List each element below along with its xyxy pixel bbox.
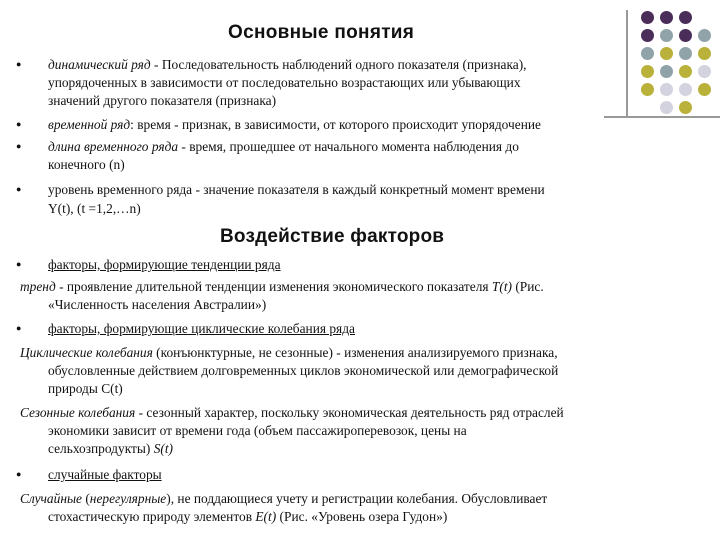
dot	[679, 65, 692, 78]
dot	[679, 11, 692, 24]
term: динамический ряд	[48, 57, 151, 72]
factor-heading: случайные факторы	[48, 467, 162, 482]
dot	[698, 65, 711, 78]
text: (Рис. «Уровень озера Гудон»)	[276, 509, 448, 524]
paragraph-continuation: экономики зависит от времени года (объем пассажироперевозок, цены на	[48, 423, 467, 438]
variable: E(t)	[255, 509, 277, 524]
list-item	[48, 138, 519, 155]
term: Циклические колебания	[20, 345, 153, 360]
list-item	[48, 56, 527, 73]
list-item-continuation: значений другого показателя (признака)	[48, 93, 277, 108]
factor-heading: факторы, формирующие циклические колебания ряда	[48, 321, 355, 336]
term: Случайные	[20, 491, 82, 506]
definition: - Последовательность наблюдений одного показателя (признака),	[150, 57, 527, 72]
paragraph	[20, 278, 544, 295]
paragraph-continuation: природы С(t)	[48, 381, 123, 396]
term: нерегулярные	[89, 491, 167, 506]
round-bullet-icon: ●	[16, 259, 22, 269]
definition: : время - признак, в зависимости, от которого происходит упорядочение	[130, 117, 541, 132]
dot	[660, 65, 673, 78]
dot	[698, 83, 711, 96]
dot	[698, 29, 711, 42]
round-bullet-icon: ●	[16, 119, 22, 129]
dot	[641, 47, 654, 60]
dot	[679, 83, 692, 96]
list-item: уровень временного ряда - значение показателя в каждый конкретный момент времени	[48, 182, 545, 197]
text: (конъюнктурные, не сезонные) - изменения анализируемого признака,	[152, 345, 558, 360]
text: (Рис.	[512, 279, 544, 294]
round-bullet-icon: ●	[16, 469, 22, 479]
vertical-divider	[626, 10, 628, 118]
dot	[660, 11, 673, 24]
dot	[679, 29, 692, 42]
term: длина временного ряда	[48, 139, 179, 154]
text: сельхозпродукты)	[48, 441, 154, 456]
term: тренд	[20, 279, 56, 294]
factor-heading: факторы, формирующие тенденции ряда	[48, 257, 281, 272]
text: (	[81, 491, 90, 506]
paragraph-continuation: «Численность населения Австралии»)	[48, 297, 267, 312]
list-item	[48, 116, 541, 133]
paragraph	[20, 344, 558, 361]
round-bullet-icon: ●	[16, 141, 22, 151]
definition: - время, прошедшее от начального момента наблюдения до	[178, 139, 519, 154]
list-item-continuation: Y(t), (t =1,2,…n)	[48, 201, 141, 216]
paragraph-continuation	[48, 440, 173, 457]
dot	[641, 83, 654, 96]
dot	[641, 29, 654, 42]
dot	[660, 101, 673, 114]
paragraph-continuation: обусловленные действием долговременных циклов экономической или демографической	[48, 363, 559, 378]
round-bullet-icon: ●	[16, 184, 22, 194]
dot	[698, 47, 711, 60]
horizontal-divider	[604, 116, 720, 118]
dot	[641, 65, 654, 78]
dot	[641, 11, 654, 24]
paragraph	[20, 404, 564, 421]
paragraph-continuation	[48, 508, 447, 525]
text: стохастическую природу элементов	[48, 509, 256, 524]
paragraph	[20, 490, 547, 507]
dot	[679, 101, 692, 114]
page-title: Основные понятия	[228, 22, 415, 43]
variable: T(t)	[491, 279, 512, 294]
round-bullet-icon: ●	[16, 323, 22, 333]
round-bullet-icon: ●	[16, 59, 22, 69]
variable: S(t)	[153, 441, 174, 456]
dot	[660, 29, 673, 42]
dot	[660, 83, 673, 96]
dot	[660, 47, 673, 60]
dot	[679, 47, 692, 60]
list-item-continuation: конечного (n)	[48, 157, 125, 172]
list-item-continuation: упорядоченных в зависимости от последовательно возрастающих или убывающих	[48, 75, 521, 90]
text: - проявление длительной тенденции изменения экономического показателя	[55, 279, 492, 294]
text: ), не поддающиеся учету и регистрации колебания. Обусловливает	[166, 491, 548, 506]
term: временной ряд	[48, 117, 131, 132]
text: - сезонный характер, поскольку экономическая деятельность ряд отраслей	[135, 405, 564, 420]
term: Сезонные колебания	[20, 405, 136, 420]
section-title: Воздействие факторов	[220, 226, 445, 247]
